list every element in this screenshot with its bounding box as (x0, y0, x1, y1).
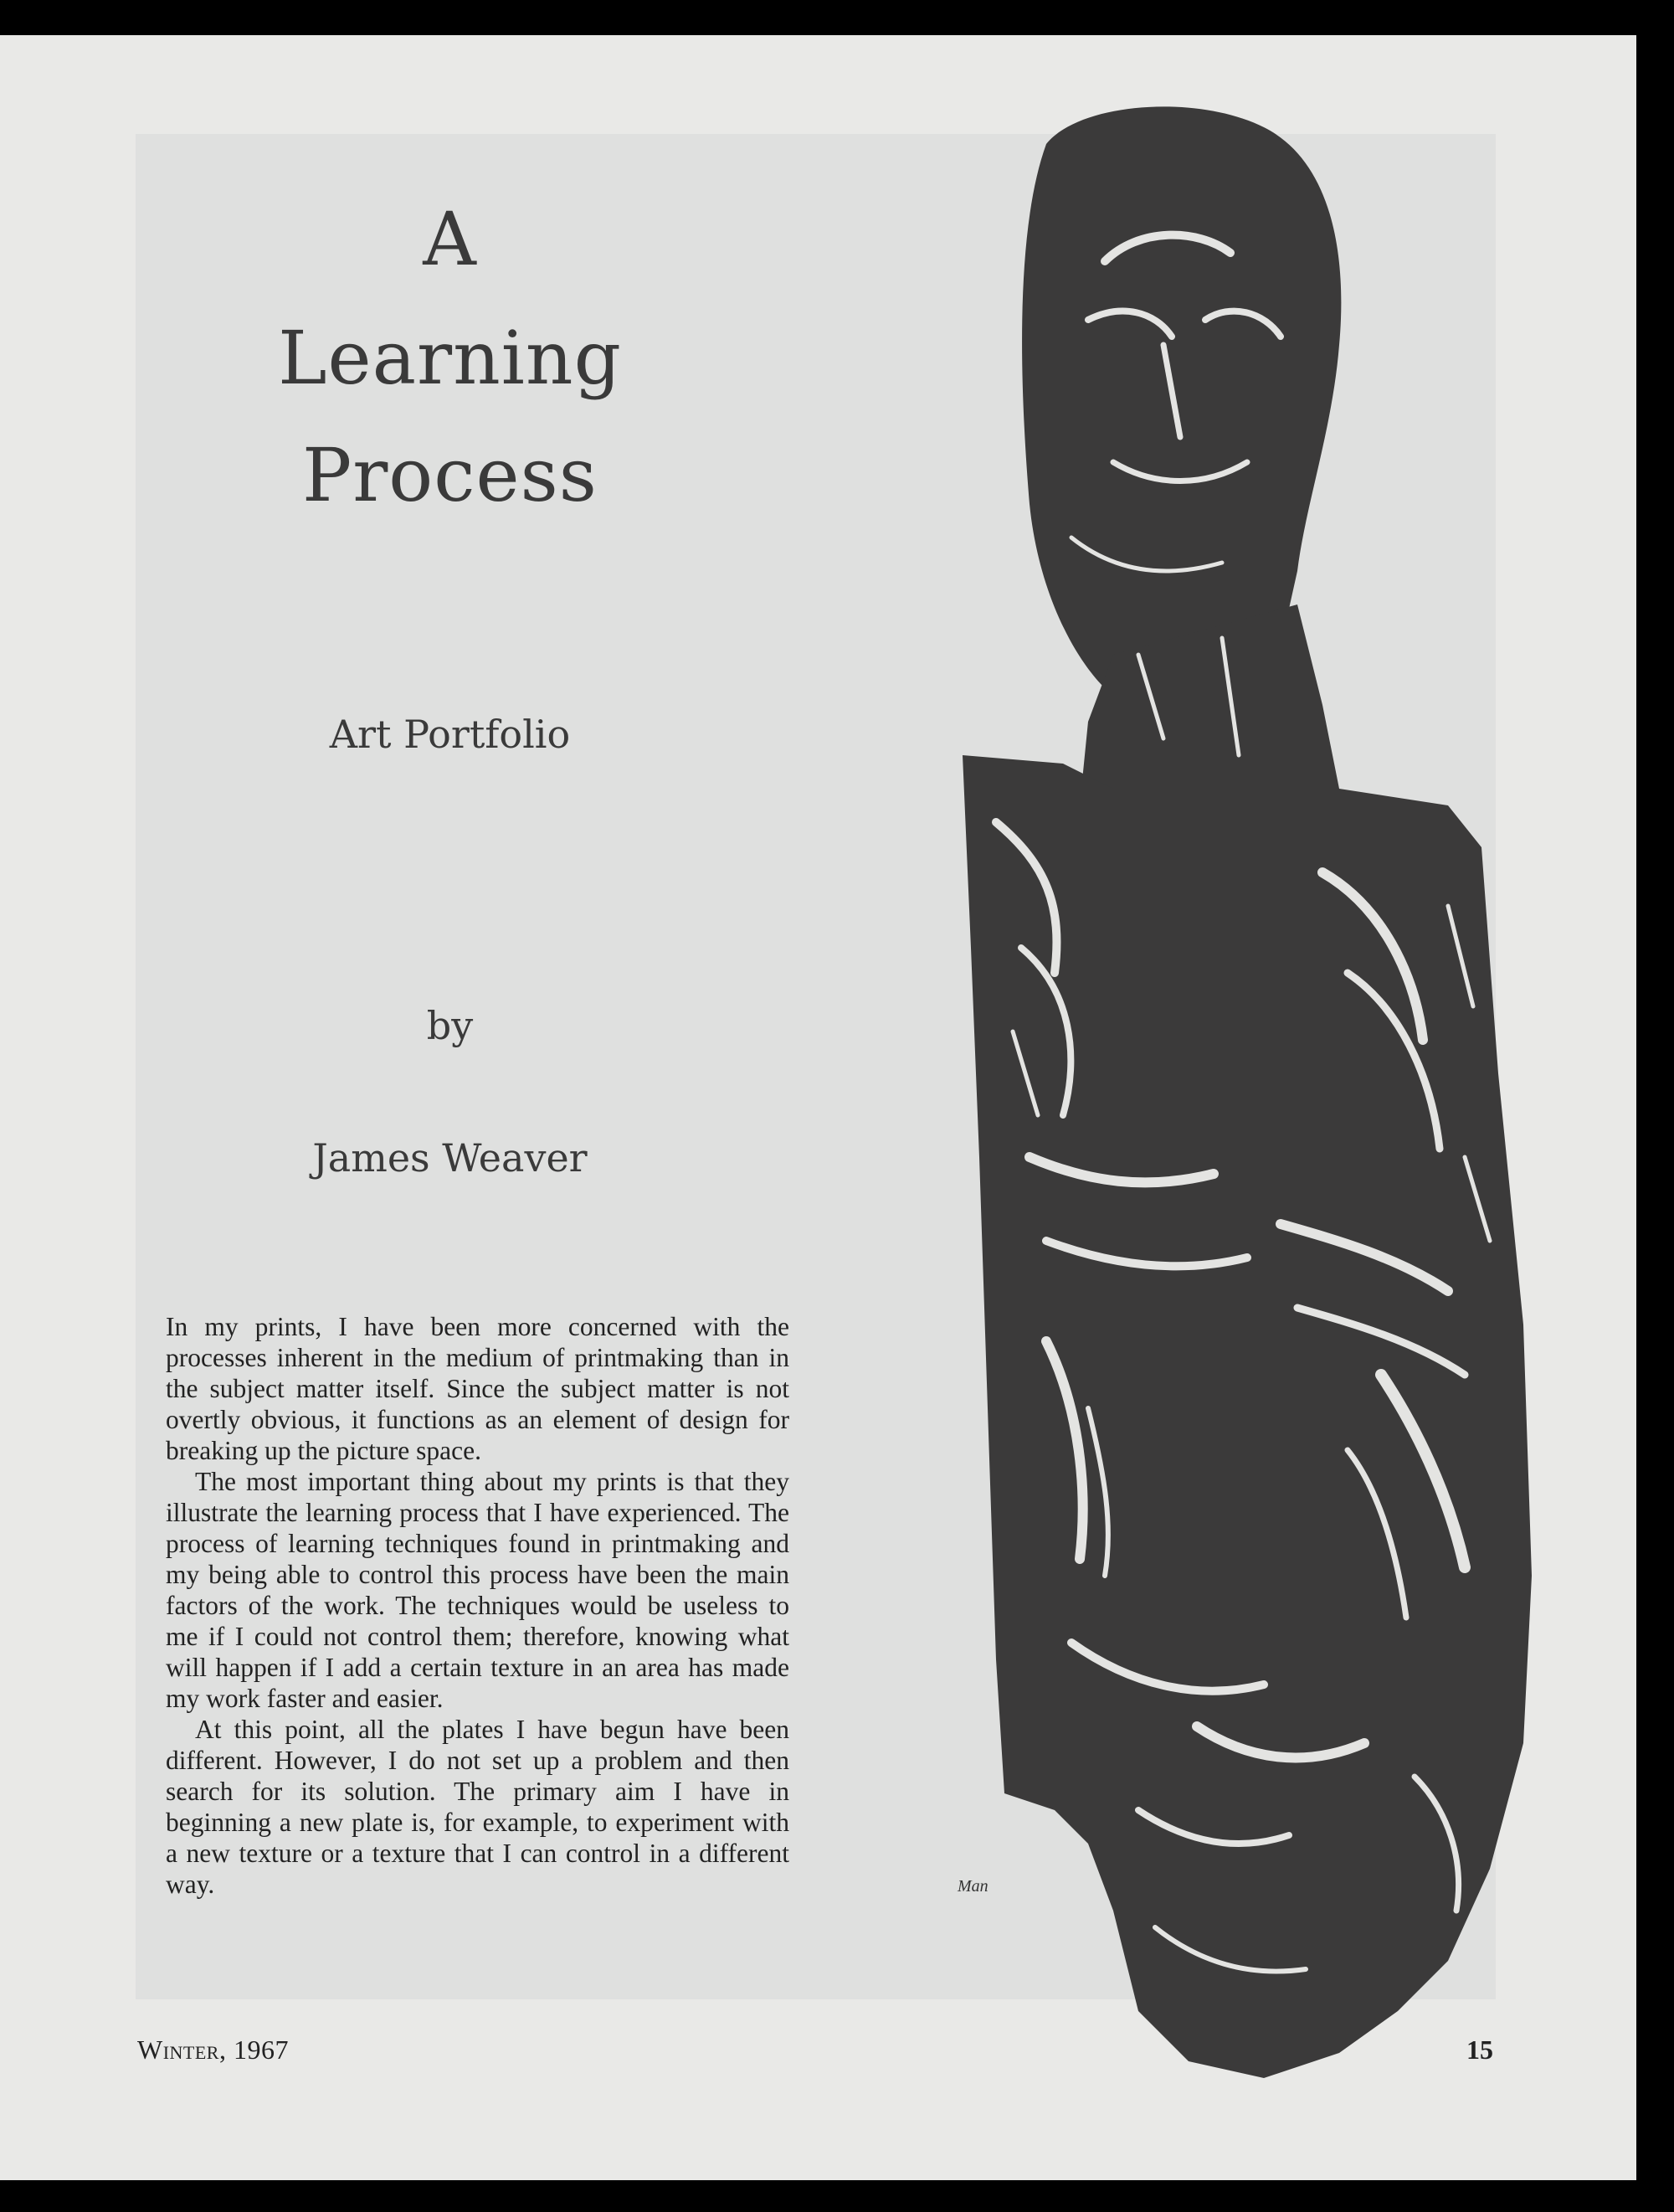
magazine-page (0, 35, 1636, 2180)
title-line-2: Learning (278, 315, 622, 401)
body-paragraph-3: At this point, all the plates I have begun have been different. However, I do not set up a problem and then search for its solution. The primary aim I have in beginning a new plate is, for example, to experiment with a new texture or a texture that I can control in a different way. (166, 1715, 789, 1899)
body-paragraph-1: In my prints, I have been more concerned with the processes inherent in the medium of printmaking than in the subject matter itself. Since the subject matter is not overtly obvious, it functions as an element of design for breaking up the picture space. (166, 1312, 789, 1465)
section-label: Art Portfolio (329, 712, 571, 757)
woodcut-figure-illustration (946, 69, 1590, 2095)
title-line-1: A (423, 196, 477, 282)
article-body (166, 1311, 789, 1900)
byline-by: by (426, 1003, 474, 1048)
page-number: 15 (1466, 2035, 1493, 2065)
title-line-3: Process (302, 432, 598, 518)
issue-date: Winter, 1967 (137, 2035, 289, 2065)
figure-silhouette (963, 106, 1532, 2078)
body-paragraph-2: The most important thing about my prints is that they illustrate the learning process that I have experienced. The process of learning techniques found in printmaking and my being able to control this process have been the main factors of the work. The techniques would be useless to me if I could not control them; therefore, knowing what will happen if I add a certain texture in an area has made my work faster and easier. (166, 1467, 789, 1713)
byline-author: James Weaver (312, 1135, 588, 1181)
artwork-caption: Man (958, 1877, 988, 1896)
